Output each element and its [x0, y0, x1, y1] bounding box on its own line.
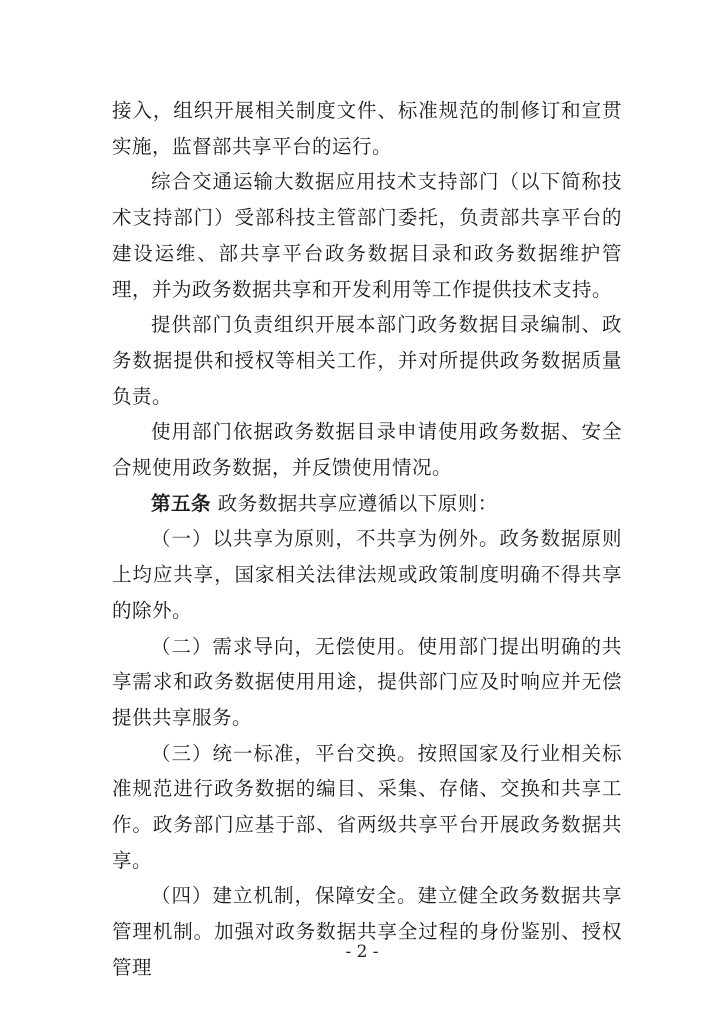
article-5-heading [112, 486, 622, 522]
document-body [112, 93, 622, 986]
article-number: 第五条 [151, 491, 212, 515]
principle-4: （四）建立机制，保障安全。建立健全政务数据共享管理机制。加强对政务数据共享全过程的身份鉴别、授权管理 [112, 884, 622, 979]
paragraph-4: 使用部门依据政务数据目录申请使用政务数据、安全合规使用政务数据，并反馈使用情况。 [112, 420, 622, 480]
paragraph-1: 接入，组织开展相关制度文件、标准规范的制修订和宣贯实施，监督部共享平台的运行。 [112, 99, 622, 158]
principle-3: （三）统一标准，平台交换。按照国家及行业相关标准规范进行政务数据的编目、采集、存储、交换和共享工作。政务部门应基于部、省两级共享平台开展政务数据共享。 [112, 741, 622, 872]
principle-1: （一）以共享为原则，不共享为例外。政务数据原则上均应共享，国家相关法律法规或政策制度明确不得共享的除外。 [112, 527, 622, 622]
paragraph-2: 综合交通运输大数据应用技术支持部门（以下简称技术支持部门）受部科技主管部门委托，负责部共享平台的建设运维、部共享平台政务数据目录和政务数据维护管理，并为政务数据共享和开发利用等工作提供技术支持。 [112, 170, 622, 301]
page-number: - 2 - [345, 942, 379, 962]
article-5-intro: 政务数据共享应遵循以下原则： [211, 491, 498, 515]
paragraph-3: 提供部门负责组织开展本部门政务数据目录编制、政务数据提供和授权等相关工作，并对所提供政务数据质量负责。 [112, 313, 622, 408]
principle-2: （二）需求导向，无偿使用。使用部门提出明确的共享需求和政务数据使用用途，提供部门应及时响应并无偿提供共享服务。 [112, 634, 622, 729]
